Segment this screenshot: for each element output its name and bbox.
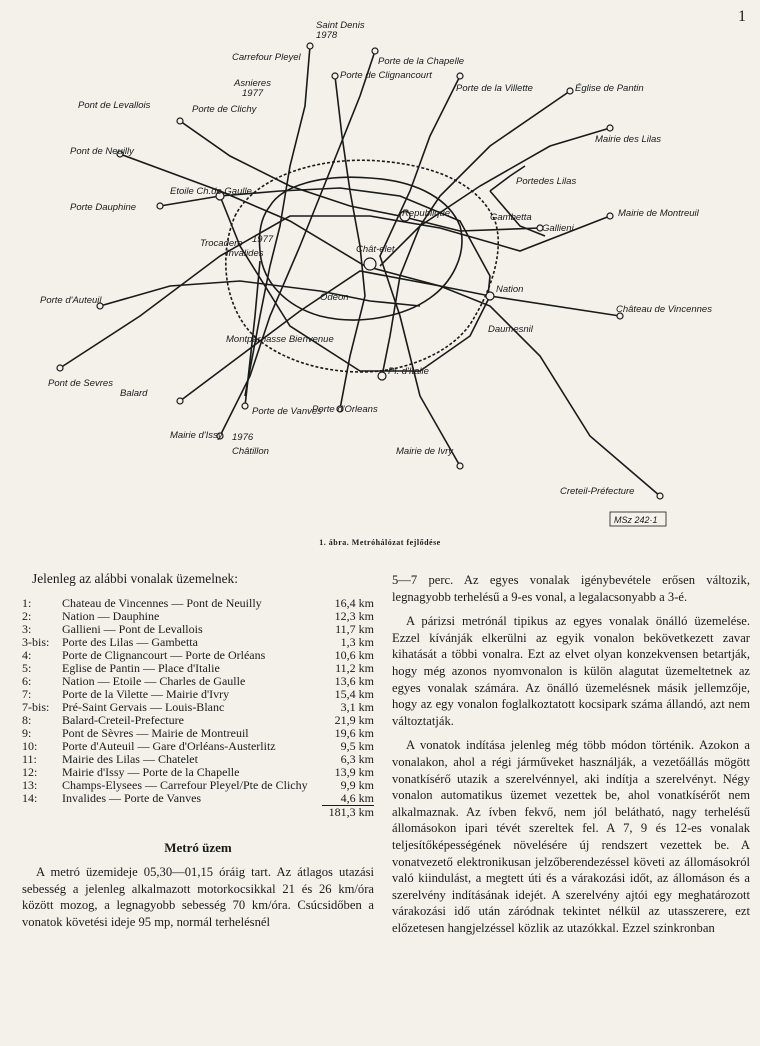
label-republique: Republique [402,208,451,219]
line-10 [100,281,420,306]
line-num: 9: [22,726,32,740]
label-pont-neuilly: Pont de Neuilly [70,146,134,157]
line-route: Porte des Lilas — Gambetta [62,635,198,649]
terminus-mairie-montreuil [607,213,613,219]
lines-intro: Jelenleg az alábbi vonalak üzemelnek: [32,571,238,586]
line-route: Mairie des Lilas — Chatelet [62,752,198,766]
label-mairie-montreuil: Mairie de Montreuil [618,208,699,219]
line-route: Porte de la Vilette — Mairie d'Ivry [62,687,230,701]
label-balard: Balard [120,388,148,399]
label-year-1977b: 1977 [252,234,274,245]
line-num: 11: [22,752,37,766]
line-route: Pré-Saint Gervais — Louis-Blanc [62,700,225,714]
line-route: Eglise de Pantin — Place d'Italie [62,661,220,675]
line-num: 2: [22,609,32,623]
terminus-balard [177,398,183,404]
line-length: 11,7 km [335,622,374,636]
line-route: Porte de Clignancourt — Porte de Orléans [62,648,266,662]
line-num: 3: [22,622,32,636]
label-year-1977a: 1977 [242,88,264,99]
line-route: Nation — Etoile — Charles de Gaulle [62,674,246,688]
terminus-pont-sevres [57,365,63,371]
label-year-1978: 1978 [316,30,338,41]
label-porte-clichy: Porte de Clichy [192,104,257,115]
right-column [392,572,750,944]
label-saint-denis: Saint Denis [316,20,365,31]
line-num: 4: [22,648,32,662]
line-4 [335,76,365,409]
line-length: 19,6 km [334,726,374,740]
page-number: 1 [738,8,746,25]
line-length: 13,9 km [334,765,374,779]
line-length: 15,4 km [334,687,374,701]
terminus-mairie-lilas [607,125,613,131]
lines-total-row [22,805,374,819]
line-length: 16,4 km [334,596,374,610]
label-invalides: Invalides [226,248,264,259]
line-length: 10,6 km [334,648,374,662]
label-gallieni: Gallieni [542,223,574,234]
label-porte-villette: Porte de la Villette [456,83,533,94]
line-route: Porte d'Auteuil — Gare d'Orléans-Austerlitz [62,739,276,753]
label-porte-auteuil: Porte d'Auteuil [40,295,102,306]
paragraph-3: A vonatok indítása jelenleg még több módon történik. Azokon a vonalakon, ahol a régi járműveket használják, a vezetőállás mögött vonatkísérő utazik a szerelvénnyel, aki indítja a szerelvényt. Négy vonalon automatikus üzemet vezettek be, ahol vonatkísérőt nem alkalmaznak. Az ívben fekvő, nem jól belátható, nagy terhelésű állomásokon ipari tévét szereltek fel. A 7, 9 és 12-es vonalak teljesítőképességének növelésére új rendszert vezettek be. A vonatvezető elektronikusan jelzőberendezéssel követi az állomásokról való kiindulást, a megtett úti és a várakozási időt, az állomáson és a szerelvény indításának idejét. A szerelvény ajtói egy meghatározott várakozási idő után záródnak tekintet nélkül az utasszerere, ezt előzetesen hangjelzéssel közlik az utazókkal. Ezzel szinkronban [392,738,750,935]
label-porte-vanves: Porte de Vanves [252,406,322,417]
lines-total: 181,3 km [322,805,374,819]
figure-ref-code: MSz 242·1 [614,515,658,525]
line-route: Champs-Elysees — Carrefour Pleyel/Pte de Clichy [62,778,308,792]
line-route: Invalides — Porte de Vanves [62,791,202,805]
label-porte-orleans: Porte d'Orleans [312,404,378,415]
label-odeon: Odeon [320,292,349,303]
terminus-carrefour-pleyel [307,43,313,49]
terminus-porte-chapelle [372,48,378,54]
line-length: 6,3 km [340,752,374,766]
line-num: 7: [22,687,32,701]
terminus-porte-clignancourt [332,73,338,79]
label-eglise-pantin: Église de Pantin [575,83,644,94]
line-length: 1,3 km [340,635,374,649]
label-mairie-ivry: Mairie de Ivry [396,446,454,457]
lines-list [22,597,374,805]
line-route: Pont de Sèvres — Mairie de Montreuil [62,726,249,740]
line-num: 8: [22,713,32,727]
terminus-creteil [657,493,663,499]
line-length: 21,9 km [334,713,374,727]
line-route: Gallieni — Pont de Levallois [62,622,203,636]
terminus-pont-levallois [177,118,183,124]
label-creteil: Creteil-Préfecture [560,486,635,497]
line-3 [180,121,540,231]
line-num: 5: [22,661,32,675]
line-length: 11,2 km [335,661,374,675]
line-7 [380,76,460,466]
terminus-porte-dauphine [157,203,163,209]
line-num: 1: [22,596,32,610]
paragraph-1: 5—7 perc. Az egyes vonalak igénybevétele erősen változik, legnagyobb terhelésű a 9-es vonal, a legalacsonyabb a 3-é. [392,573,750,604]
label-nation: Nation [496,284,524,295]
line-num: 7-bis: [22,700,50,714]
label-porte-chapelle: Porte de la Chapelle [378,56,465,67]
label-place-italie: Pl. d'Italie [388,366,429,377]
label-daumesnil: Daumesnil [488,324,533,335]
terminus-porte-vanves [242,403,248,409]
label-pont-sevres: Pont de Sevres [48,378,113,389]
line-length: 3,1 km [340,700,374,714]
label-mairie-lilas: Mairie des Lilas [595,134,661,145]
left-column [22,572,374,930]
section-text: A metró üzemideje 05,30—01,15 óráig tart. Az átlagos utazási sebesség a jelenleg alkalmazott motorkocsikkal 21 és 26 km/óra között mozog, a legnagyobb sebesség 70 km/óra. Csúcsidőben a vonatok követési ideje 95 mp, normál terhelésnél [22,865,374,929]
line-route: Mairie d'Issy — Porte de la Chapelle [62,765,240,779]
label-chateau-vincennes: Château de Vincennes [616,304,712,315]
label-year-1976: 1976 [232,432,254,443]
label-carrefour-pleyel: Carrefour Pleyel [232,52,301,63]
line-length: 12,3 km [334,609,374,623]
line-route: Chateau de Vincennes — Pont de Neuilly [62,596,262,610]
line-num: 3-bis: [22,635,50,649]
label-montparnasse: Montparnasse Bienvenue [226,334,334,345]
label-chatillon: Châtillon [232,446,269,457]
label-gambetta: Gambetta [490,212,532,223]
label-chatelet: Chât-elet [356,244,395,255]
line-num: 13: [22,778,38,792]
station-nation [486,292,494,300]
metro-network-figure [20,16,740,536]
station-chatelet [364,258,376,270]
station-place-italie [378,372,386,380]
line-route: Nation — Dauphine [62,609,160,623]
label-asnieres: Asnieres [234,78,271,89]
label-pont-levallois: Pont de Levallois [78,100,151,111]
label-trocadero: Trocadero [200,238,243,249]
line-row [22,792,374,805]
line-num: 6: [22,674,32,688]
terminus-mairie-ivry [457,463,463,469]
label-mairie-issy: Mairie d'Issy [170,430,223,441]
section-heading: Metró üzem [164,840,232,855]
line-num: 12: [22,765,38,779]
line-length: 9,5 km [340,739,374,753]
label-porte-clignancourt: Porte de Clignancourt [340,70,432,81]
terminus-eglise-pantin [567,88,573,94]
line-route: Balard-Creteil-Prefecture [62,713,184,727]
terminus-porte-villette [457,73,463,79]
label-porte-dauphine: Porte Dauphine [70,202,137,213]
label-etoile: Etoile Ch.de Gaulle [170,186,252,197]
metro-map [20,16,740,536]
label-porte-lilas: Portedes Lilas [516,176,577,187]
line-num: 10: [22,739,38,753]
line-num: 14: [22,791,38,805]
line-length: 4,6 km [340,791,374,805]
line-length: 13,6 km [334,674,374,688]
line-length: 9,9 km [340,778,374,792]
figure-caption: 1. ábra. Metróhálózat fejlődése [319,538,441,547]
paragraph-2: A párizsi metrónál tipikus az egyes vonalak önálló üzemelése. Ezzel kívánják elkerülni az egyik vonalon bekövetkezett zavar kihatását a többi vonalra. Ezt az elvet olyan konzekvensen betartják, hogy még azonos nyomvonalon is külön alagutat üzemeltetnek az egyes vonalak számára. Az önálló üzemelésnek másik jellemzője, hogy az egy vonalon foglalkoztatott kocsipark száma állandó, azt nem változtatják. [392,614,750,728]
